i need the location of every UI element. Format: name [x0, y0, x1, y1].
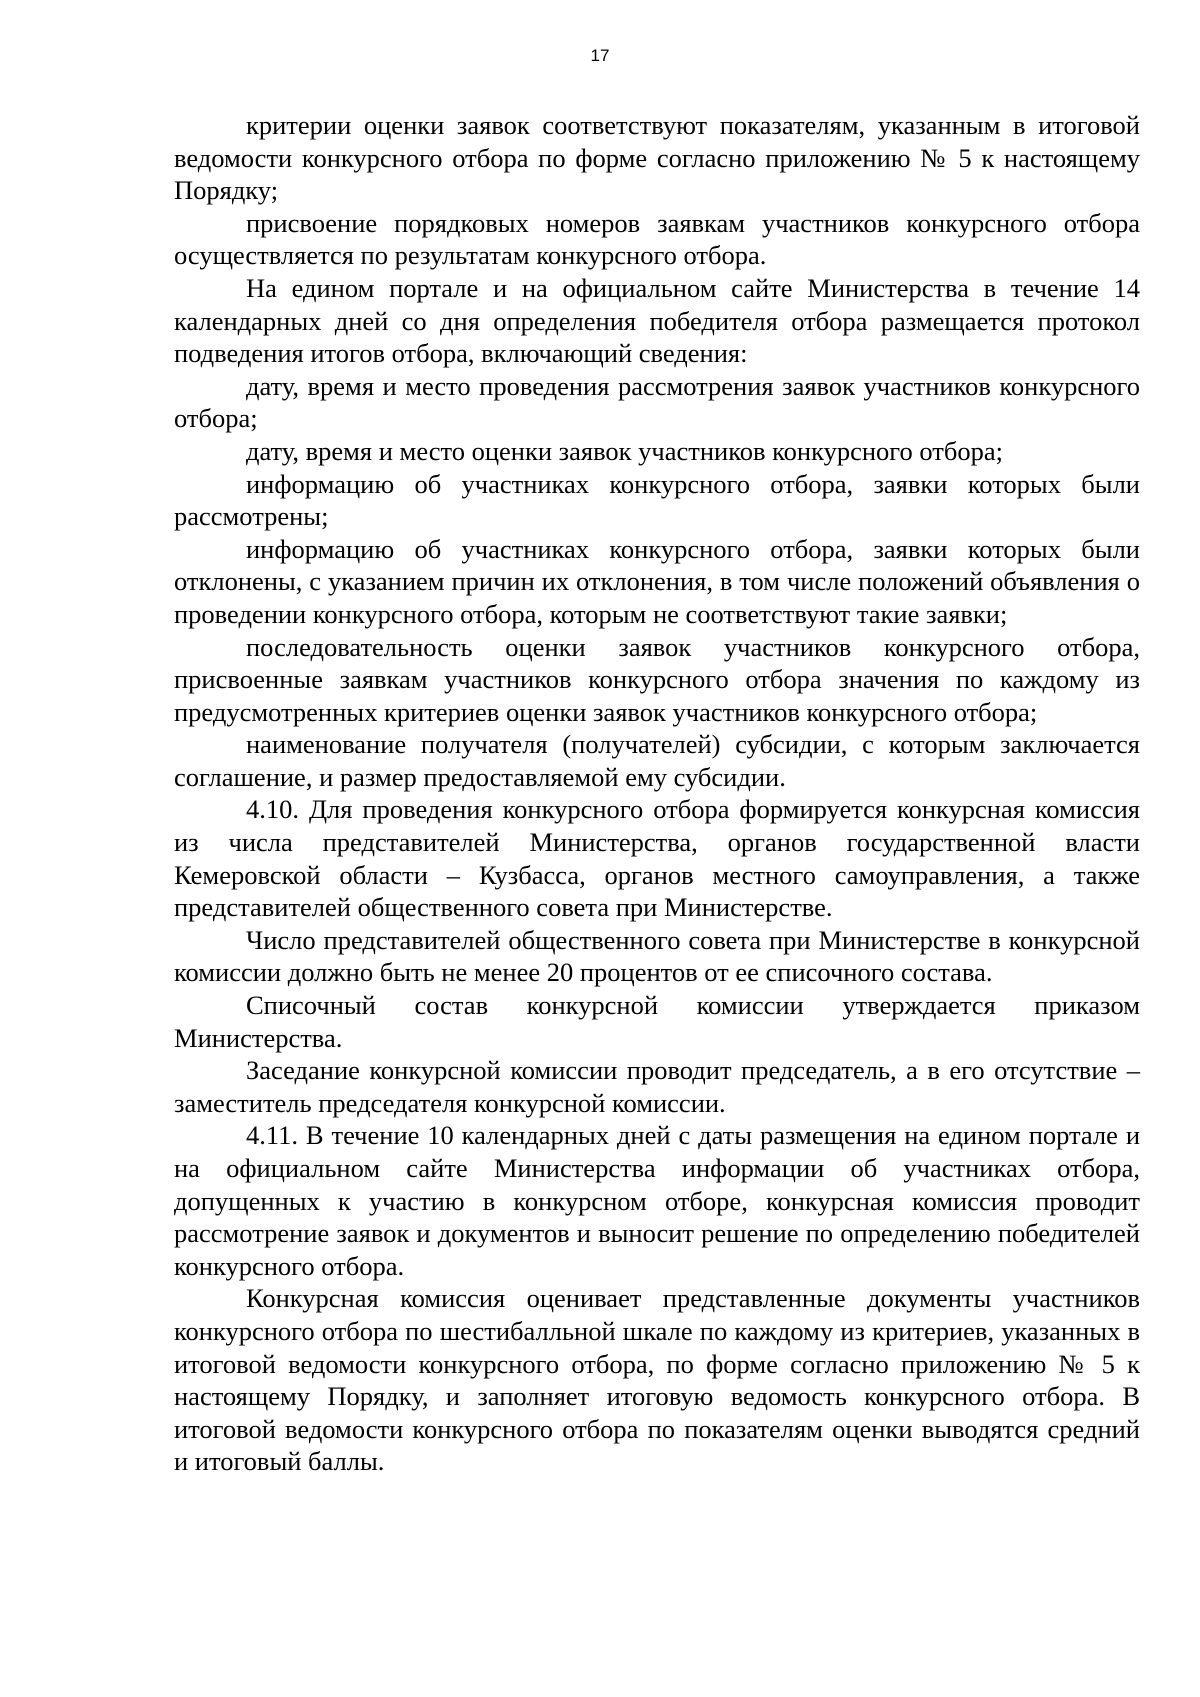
paragraph-recipient: наименование получателя (получателей) субсидии, с которым заключается соглашение, и размер предоставляемой ему субсидии.	[174, 729, 1140, 792]
paragraph-review-date: дату, время и место проведения рассмотрения заявок участников конкурсного отбора;	[174, 370, 1140, 434]
paragraph-4-10: 4.10. Для проведения конкурсного отбора формируется конкурсная комиссия из числа представителей Министерства, органов государственной власти Кемеровской области – Кузбасса, органов местного самоуправления, а также представителей общественного совета при Министерстве.	[174, 794, 1140, 923]
paragraph-reviewed-participants: информацию об участниках конкурсного отбора, заявки которых были рассмотрены;	[174, 468, 1140, 532]
paragraph-commission-list: Списочный состав конкурсной комиссии утверждается приказом Министерства.	[174, 990, 1140, 1053]
paragraph-rejected-participants: информацию об участниках конкурсного отбора, заявки которых были отклонены, с указанием причин их отклонения, в том числе положений объявления о проведении конкурсного отбора, которым не соответствуют такие заявки;	[174, 533, 1140, 629]
paragraph-council-share: Число представителей общественного совета при Министерстве в конкурсной комиссии должно быть не менее 20 процентов от ее списочного состава.	[174, 924, 1140, 988]
paragraph-evaluation-sequence: последовательность оценки заявок участников конкурсного отбора, присвоенные заявкам участников конкурсного отбора значения по каждому из предусмотренных критериев оценки заявок участников конкурсного отбора;	[174, 631, 1140, 727]
paragraph-4-11: 4.11. В течение 10 календарных дней с даты размещения на едином портале и на официальном сайте Министерства информации об участниках отбора, допущенных к участию в конкурсном отборе, конкурсная комиссия проводит рассмотрение заявок и документов и выносит решение по определению победителей конкурсного отбора.	[174, 1120, 1140, 1281]
paragraph-scoring: Конкурсная комиссия оценивает представленные документы участников конкурсного отбора по шестибалльной шкале по каждому из критериев, указанных в итоговой ведомости конкурсного отбора, по форме согласно приложению № 5 к настоящему Порядку, и заполняет итоговую ведомость конкурсного отбора. В итоговой ведомости конкурсного отбора по показателям оценки выводятся средний и итоговый баллы.	[174, 1283, 1140, 1477]
paragraph-protocol: На едином портале и на официальном сайте Министерства в течение 14 календарных дней со дня определения победителя отбора размещается протокол подведения итогов отбора, включающий сведения:	[174, 272, 1140, 369]
paragraph-criteria: критерии оценки заявок соответствуют показателям, указанным в итоговой ведомости конкурсного отбора по форме согласно приложению № 5 к настоящему Порядку;	[174, 110, 1140, 206]
paragraph-numbering: присвоение порядковых номеров заявкам участников конкурсного отбора осуществляется по результатам конкурсного отбора.	[174, 207, 1140, 271]
paragraph-evaluation-date: дату, время и место оценки заявок участников конкурсного отбора;	[246, 435, 1003, 466]
document-body	[174, 109, 1140, 1478]
paragraph-commission-meeting: Заседание конкурсной комиссии проводит председатель, а в его отсутствие – заместитель председателя конкурсной комиссии.	[174, 1055, 1140, 1118]
page-number: 17	[590, 46, 610, 65]
